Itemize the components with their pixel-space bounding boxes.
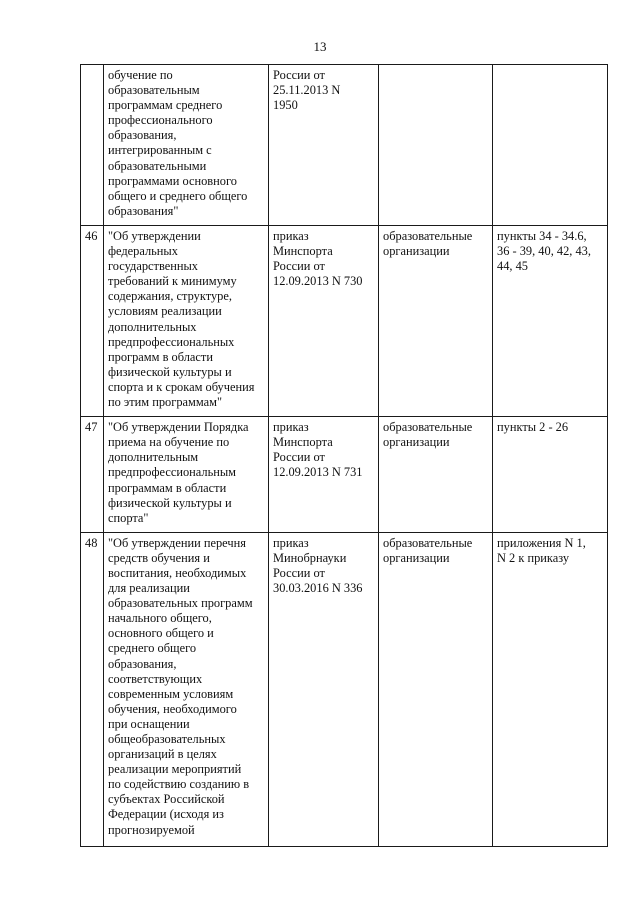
cell-line: субъектах Российской — [108, 792, 225, 807]
cell-line: Минспорта — [273, 435, 333, 450]
cell-line: 44, 45 — [497, 259, 528, 274]
document-title-cell — [104, 532, 269, 846]
cell-line: образовательные — [383, 535, 473, 550]
cell-line: Минспорта — [273, 244, 333, 259]
cell-line: условиям реализации — [108, 304, 222, 319]
legal-act-cell — [269, 226, 379, 417]
cell-line: России от — [273, 68, 325, 82]
cell-line: России от — [273, 450, 325, 465]
cell-line: 36 - 39, 40, 42, 43, — [497, 244, 591, 259]
cell-line: приема на обучение по — [108, 435, 230, 450]
cell-line: программ в области — [108, 349, 213, 364]
cell-line: образования" — [108, 203, 179, 218]
cell-line: общеобразовательных — [108, 732, 226, 746]
cell-line: России от — [273, 259, 325, 274]
cell-line: федеральных — [108, 244, 178, 259]
document-title-cell — [104, 226, 269, 417]
cell-line: образовательными — [108, 158, 207, 173]
cell-line: основного общего и — [108, 626, 214, 641]
cell-line: 1950 — [273, 98, 298, 113]
provisions-cell — [493, 532, 608, 846]
table-row — [81, 532, 608, 846]
cell-line: организации — [383, 244, 450, 259]
cell-line: "Об утверждении Порядка — [108, 420, 249, 435]
cell-line: соответствующих — [108, 671, 203, 686]
row-number-cell: 47 — [81, 417, 104, 533]
cell-line: средств обучения и — [108, 550, 210, 565]
cell-line: интегрированным с — [108, 143, 212, 158]
subjects-cell — [379, 226, 493, 417]
cell-line: пункты 34 - 34.6, — [497, 229, 587, 243]
legal-act-cell — [269, 532, 379, 846]
table-row — [81, 226, 608, 417]
cell-line: для реализации — [108, 581, 190, 596]
cell-line: программам в области — [108, 480, 227, 495]
row-number-cell: 48 — [81, 532, 104, 846]
cell-line: приказ — [273, 420, 309, 435]
regulations-table — [80, 64, 608, 847]
cell-line: "Об утверждении перечня — [108, 535, 246, 550]
cell-line: начального общего, — [108, 611, 212, 626]
legal-act-cell — [269, 65, 379, 226]
subjects-cell — [379, 532, 493, 846]
cell-line: приказ — [273, 229, 309, 243]
cell-line: 30.03.2016 N 336 — [273, 581, 363, 596]
cell-line: спорта" — [108, 510, 149, 525]
cell-line: организации — [383, 435, 450, 450]
cell-line: профессионального — [108, 113, 213, 128]
cell-line: 25.11.2013 N — [273, 83, 341, 98]
cell-line: N 2 к приказу — [497, 550, 570, 565]
cell-line: 12.09.2013 N 730 — [273, 274, 363, 289]
cell-line: спорта и к срокам обучения — [108, 379, 255, 394]
cell-line: прогнозируемой — [108, 822, 195, 837]
legal-act-cell — [269, 417, 379, 533]
cell-line: требований к минимуму — [108, 274, 237, 289]
cell-line: предпрофессиональным — [108, 465, 237, 480]
document-title-cell — [104, 65, 269, 226]
provisions-cell — [493, 226, 608, 417]
cell-line: Минобрнауки — [273, 550, 347, 565]
cell-line: современным условиям — [108, 686, 234, 701]
document-title-cell — [104, 417, 269, 533]
provisions-cell — [493, 417, 608, 533]
cell-line: Федерации (исходя из — [108, 807, 224, 822]
subjects-cell — [379, 417, 493, 533]
cell-line: приложения N 1, — [497, 535, 586, 550]
table-row — [81, 417, 608, 533]
cell-line: при оснащении — [108, 716, 190, 731]
cell-line: обучения, необходимого — [108, 701, 237, 716]
cell-line: образования, — [108, 656, 177, 671]
cell-line: обучение по — [108, 68, 173, 82]
cell-line: образовательным — [108, 83, 200, 98]
cell-line: России от — [273, 565, 325, 580]
cell-line: приказ — [273, 535, 309, 550]
cell-line: образовательные — [383, 229, 473, 243]
cell-line: предпрофессиональных — [108, 334, 235, 349]
cell-line: содержания, структуре, — [108, 289, 232, 304]
cell-line: организации — [383, 550, 450, 565]
table-row — [81, 65, 608, 226]
cell-line: организаций в целях — [108, 747, 217, 762]
cell-line: по содействию созданию в — [108, 777, 250, 792]
cell-line: образования, — [108, 128, 177, 143]
cell-line: физической культуры и — [108, 364, 232, 379]
cell-line: образовательные — [383, 420, 473, 435]
cell-line: воспитания, необходимых — [108, 565, 247, 580]
row-number-cell — [81, 65, 104, 226]
page-number: 13 — [313, 39, 327, 54]
cell-line: физической культуры и — [108, 495, 232, 510]
row-number-cell: 46 — [81, 226, 104, 417]
cell-line: дополнительным — [108, 450, 199, 465]
cell-line: реализации мероприятий — [108, 762, 242, 777]
cell-line: программами основного — [108, 173, 237, 188]
subjects-cell — [379, 65, 493, 226]
cell-line: по этим программам" — [108, 395, 223, 410]
cell-line: государственных — [108, 259, 199, 274]
cell-line: общего и среднего общего — [108, 188, 248, 203]
cell-line: дополнительных — [108, 319, 197, 334]
cell-line: пункты 2 - 26 — [497, 420, 569, 435]
cell-line: программам среднего — [108, 98, 223, 113]
cell-line: "Об утверждении — [108, 229, 201, 243]
cell-line: образовательных программ — [108, 596, 253, 611]
cell-line: 12.09.2013 N 731 — [273, 465, 363, 480]
cell-line: среднего общего — [108, 641, 197, 656]
provisions-cell — [493, 65, 608, 226]
